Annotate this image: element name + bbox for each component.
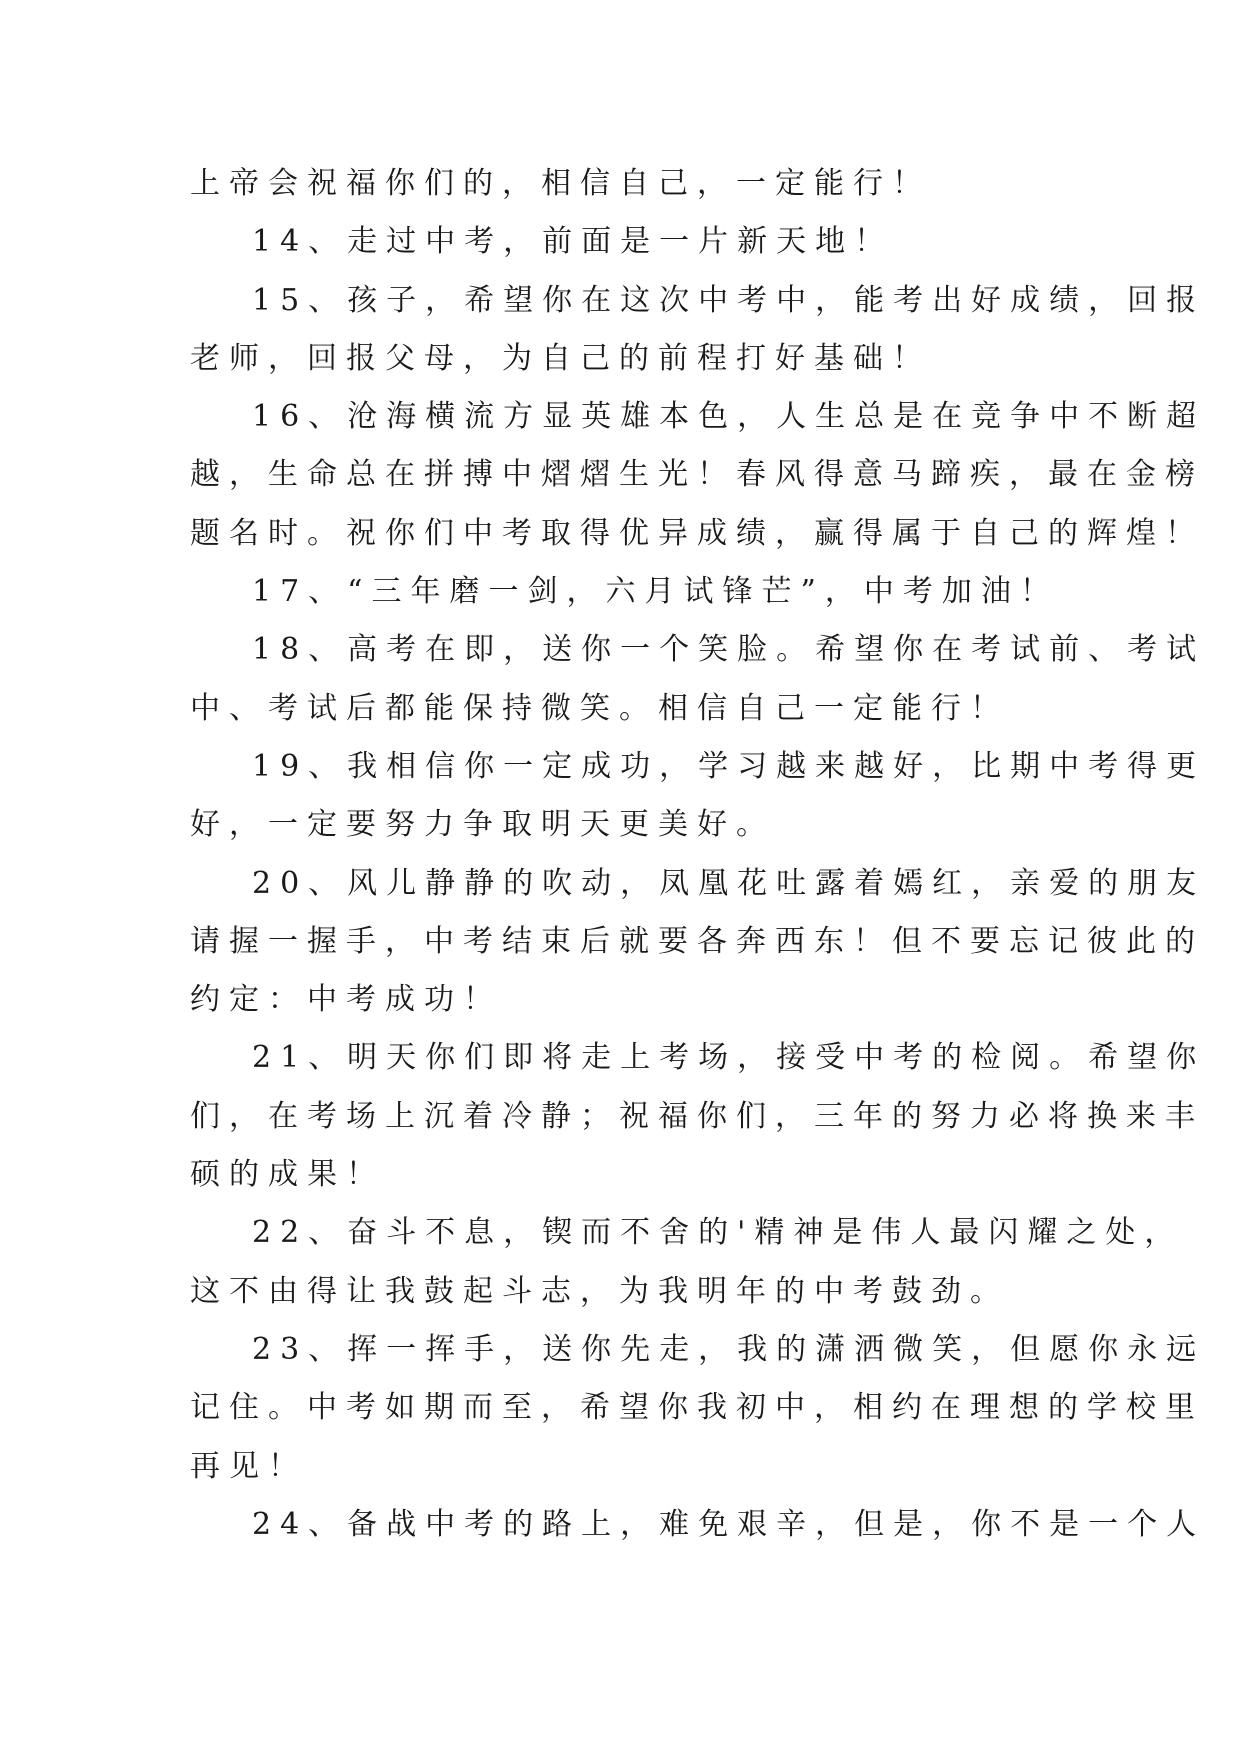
text-line: 中、考试后都能保持微笑。相信自己一定能行！ xyxy=(190,690,1009,726)
text-line: 19、我相信你一定成功，学习越来越好，比期中考得更 xyxy=(252,748,1206,784)
text-line: 24、备战中考的路上，难免艰辛，但是，你不是一个人 xyxy=(252,1506,1206,1542)
text-line: 18、高考在即，送你一个笑脸。希望你在考试前、考试 xyxy=(252,632,1206,668)
text-line: 请握一握手，中考结束后就要各奔西东！但不要忘记彼此的 xyxy=(190,923,1204,959)
text-line: 硕的成果！ xyxy=(190,1157,385,1193)
text-line: 17、“三年磨一剑，六月试锋芒”，中考加油！ xyxy=(252,574,1059,610)
text-line: 约定：中考成功！ xyxy=(190,982,502,1018)
document-body xyxy=(190,155,1206,1554)
text-line: 再见！ xyxy=(190,1448,307,1484)
text-line: 上帝会祝福你们的，相信自己，一定能行！ xyxy=(190,166,931,201)
text-line: 好，一定要努力争取明天更美好。 xyxy=(190,807,775,843)
text-line: 16、沧海横流方显英雄本色，人生总是在竞争中不断超 xyxy=(252,399,1206,435)
text-line: 们，在考场上沉着冷静；祝福你们，三年的努力必将换来丰 xyxy=(190,1098,1204,1134)
text-line: 题名时。祝你们中考取得优异成绩，赢得属于自己的辉煌！ xyxy=(190,515,1204,551)
text-line: 15、孩子，希望你在这次中考中，能考出好成绩，回报 xyxy=(252,282,1206,318)
text-line: 记住。中考如期而至，希望你我初中，相约在理想的学校里 xyxy=(190,1390,1204,1426)
text-line: 23、挥一挥手，送你先走，我的潇洒微笑，但愿你永远 xyxy=(252,1331,1206,1367)
text-line: 22、奋斗不息，锲而不舍的'精神是伟人最闪耀之处， xyxy=(252,1215,1184,1251)
text-line: 14、走过中考，前面是一片新天地！ xyxy=(252,224,894,260)
text-line: 20、风儿静静的吹动，凤凰花吐露着嫣红，亲爱的朋友 xyxy=(252,865,1206,901)
text-line: 这不由得让我鼓起斗志，为我明年的中考鼓劲。 xyxy=(190,1273,1009,1309)
text-line: 越，生命总在拼搏中熠熠生光！春风得意马蹄疾，最在金榜 xyxy=(190,457,1204,493)
text-line: 老师，回报父母，为自己的前程打好基础！ xyxy=(190,340,931,376)
text-line: 21、明天你们即将走上考场，接受中考的检阅。希望你 xyxy=(252,1040,1206,1076)
